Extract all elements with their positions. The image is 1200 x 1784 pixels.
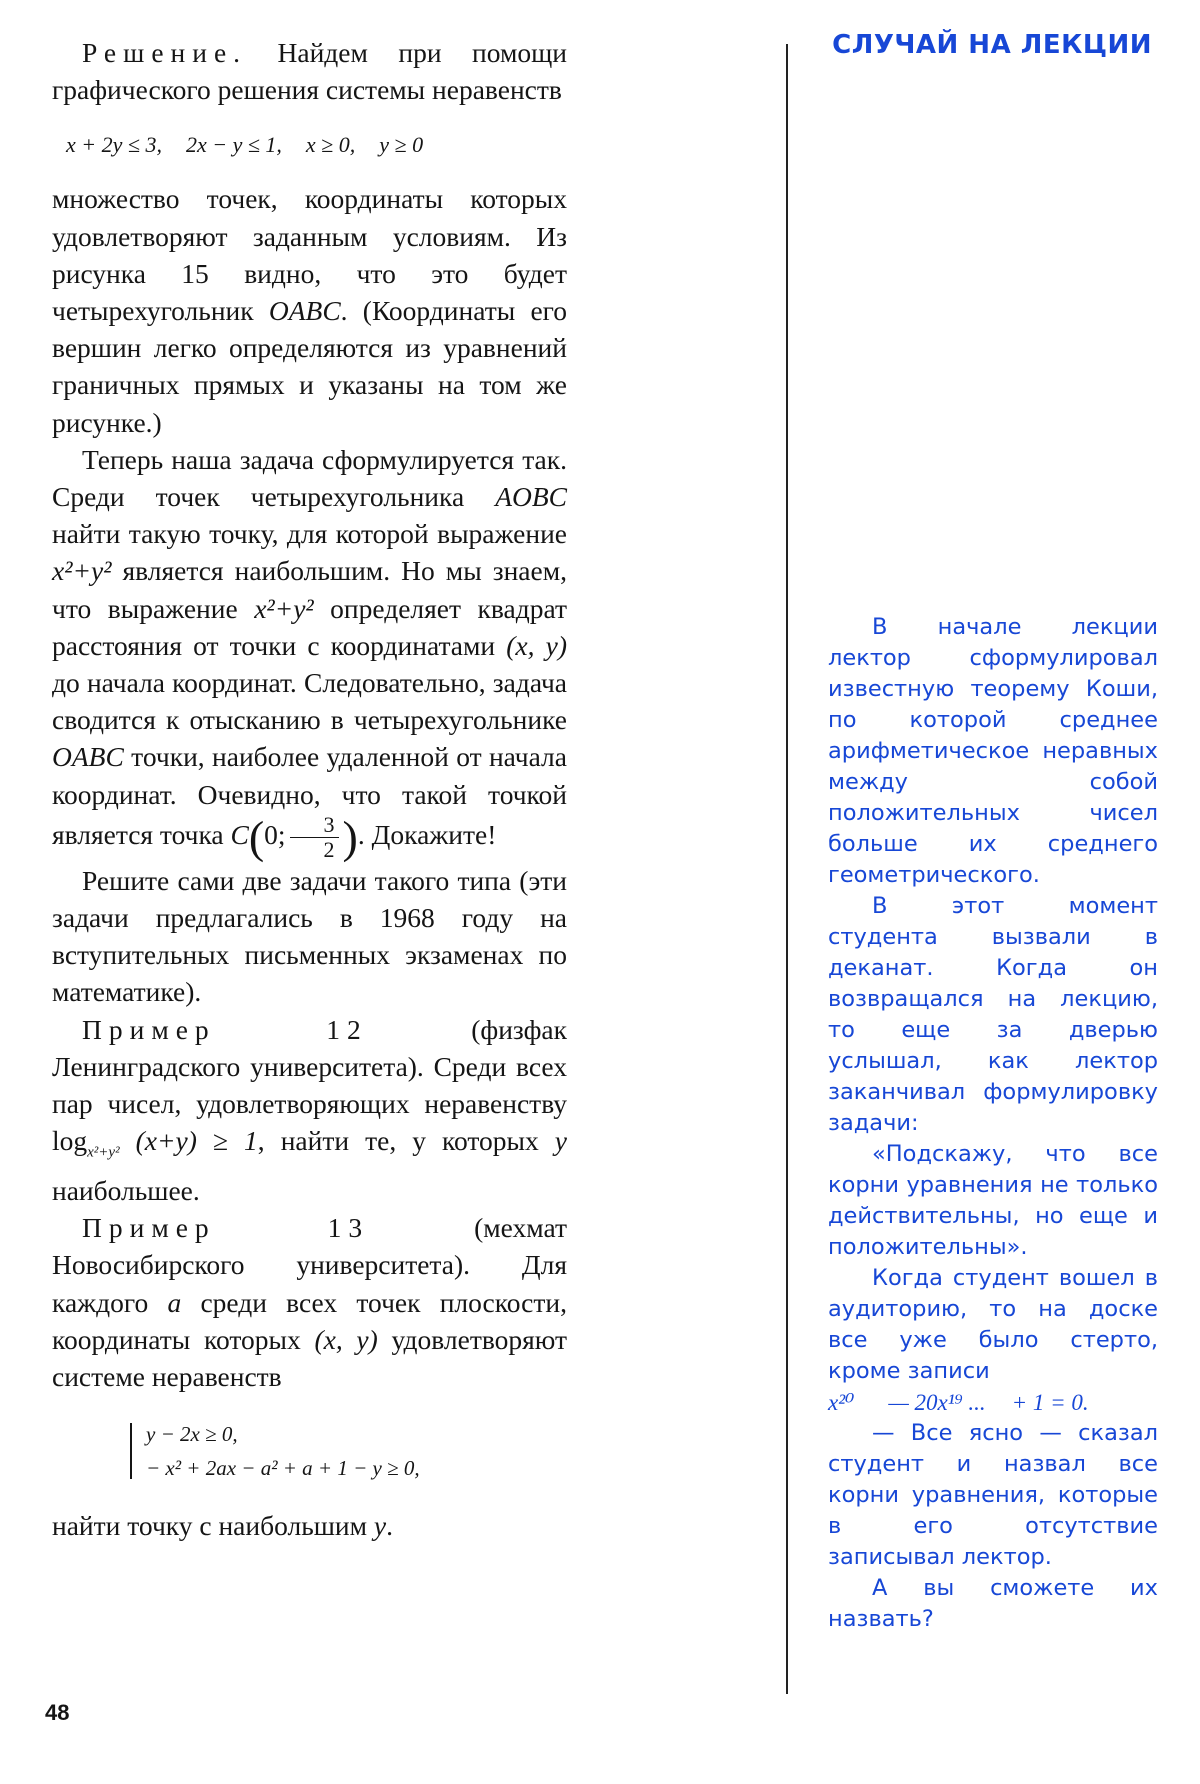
text-run: найти точку с наибольшим — [52, 1510, 374, 1542]
text-run: является наибольшим. Но мы знаем, что выражение — [52, 555, 567, 624]
text-run: (физфак Ленинградского университета). Среди всех пар чисел, удовлетворяющих неравенству — [52, 1013, 567, 1120]
math-oabc: OABC — [52, 741, 124, 773]
sidebar-paragraph: Когда студент вошел в аудиторию, то на доске все уже было стерто, кроме записи — [828, 1265, 1158, 1384]
main-column — [52, 34, 567, 1544]
paragraph-exercises-intro: Решите сами две задачи такого типа (эти задачи предлагались в 1968 году на вступительных письменных экзаменах по математике). — [52, 864, 567, 1008]
sidebar-equation — [828, 1387, 1158, 1418]
math-log-argument: (x+y) ≥ 1 — [135, 1125, 258, 1157]
text-run: среди всех точек плоскости, координаты которых — [52, 1286, 567, 1355]
math-log: log — [52, 1125, 88, 1157]
sidebar-paragraph: «Подскажу, что все корни уравнения не только действительны, но еще и положительны». — [828, 1141, 1158, 1260]
system-line-2: − x² + 2ax − a² + a + 1 − y ≥ 0, — [146, 1456, 420, 1481]
math-point-name: C — [230, 818, 249, 850]
math-coordinates: (x, y) — [314, 1323, 378, 1355]
text-run: до начала координат. Следовательно, задача сводится к отысканию в четырехугольнике — [52, 667, 567, 736]
solution-label: Решение. — [82, 37, 248, 68]
math-coordinates: (x, y) — [506, 629, 567, 661]
inequality-system — [130, 1417, 567, 1485]
sidebar-title: СЛУЧАЙ НА ЛЕКЦИИ — [832, 30, 1152, 60]
fraction-denominator: 2 — [323, 836, 335, 862]
text-run: . Докажите! — [357, 818, 497, 850]
math-variable-a: a — [167, 1286, 182, 1318]
paragraph-example-12 — [52, 1011, 567, 1210]
inequality-system-inline — [66, 130, 567, 160]
text-run: . — [386, 1510, 393, 1542]
math-variable-y: y — [373, 1510, 387, 1542]
example-13-label: Пример 13 — [82, 1212, 370, 1244]
math-log-base: x²+y² — [87, 1144, 120, 1161]
text-run: множество точек, координаты которых удовлетворяют заданным условиям. Из рисунка 15 видно, что это будет четырехугольник — [52, 183, 567, 327]
paragraph-example-13 — [52, 1209, 567, 1395]
sidebar-paragraph: В начале лекции лектор сформулировал известную теорему Коши, по которой среднее арифметическое неравных между собой положительных чисел больше их среднего геометрического. — [828, 614, 1158, 888]
equation-term-2: — 20x¹⁹ ... — [888, 1390, 986, 1415]
text-run: наибольшее. — [52, 1174, 200, 1206]
math-oabc: OABC — [268, 295, 341, 327]
equation-term-3: + 1 = 0. — [1011, 1390, 1089, 1415]
sidebar-paragraph: В этот момент студента вызвали в деканат. Когда он возвращался на лекцию, то еще за дверью услышал, как лектор заканчивал формулировку задачи: — [828, 893, 1158, 1136]
paragraph-solution — [52, 34, 567, 108]
text-run: (мехмат Новосибирского университета). Для каждого — [52, 1212, 567, 1318]
system-brace — [130, 1423, 140, 1479]
paragraph-reformulation — [52, 441, 567, 862]
sidebar-paragraph: А вы сможете их назвать? — [828, 1575, 1158, 1632]
sidebar-paragraph: — Все ясно — сказал студент и назвал все корни уравнения, которые в его отсутствие записывал лектор. — [828, 1420, 1158, 1570]
text-run: , найти те, у которых — [257, 1125, 555, 1157]
right-paren: ) — [342, 811, 358, 863]
example-12-label: Пример 12 — [82, 1013, 368, 1045]
system-line-1: y − 2x ≥ 0, — [146, 1422, 238, 1447]
math-variable-y: y — [554, 1125, 567, 1157]
sidebar-column — [828, 612, 1158, 1635]
inequality-3: x ≥ 0, — [305, 132, 356, 158]
math-expression: x²+y² — [52, 555, 112, 587]
fraction — [290, 813, 339, 862]
column-divider — [786, 44, 788, 1694]
math-expression: x²+y² — [254, 592, 314, 624]
math-aobc: AOBC — [495, 481, 567, 513]
inequality-4: y ≥ 0 — [379, 132, 424, 158]
inequality-2: 2x − y ≤ 1, — [185, 132, 282, 158]
fraction-numerator: 3 — [290, 813, 339, 838]
paragraph-quadrilateral — [52, 180, 567, 440]
solution-text: Найдем при помощи графического решения системы неравенств — [52, 37, 567, 106]
page-number: 48 — [45, 1700, 70, 1725]
text-run: найти такую точку, для которой выражение — [52, 518, 567, 550]
paragraph-find-point — [52, 1507, 567, 1544]
text-run: точки, наиболее удаленной от начала координат. Очевидно, что такой точкой является точка — [52, 741, 567, 850]
text-run: . (Координаты его вершин легко определяются из уравнений граничных прямых и указаны на том же рисунке.) — [52, 295, 567, 438]
inequality-1: x + 2y ≤ 3, — [66, 132, 162, 158]
left-paren: ( — [248, 811, 265, 863]
equation-term-1: x²⁰ — [828, 1390, 855, 1415]
text-run: удовлетворяют системе неравенств — [52, 1323, 567, 1392]
text-run: Теперь наша задача сформулируется так. Среди точек четырехугольника — [52, 443, 567, 513]
text-run: определяет квадрат расстояния от точки с координатами — [52, 592, 567, 661]
math-point-coordinate: 0; — [264, 818, 286, 850]
